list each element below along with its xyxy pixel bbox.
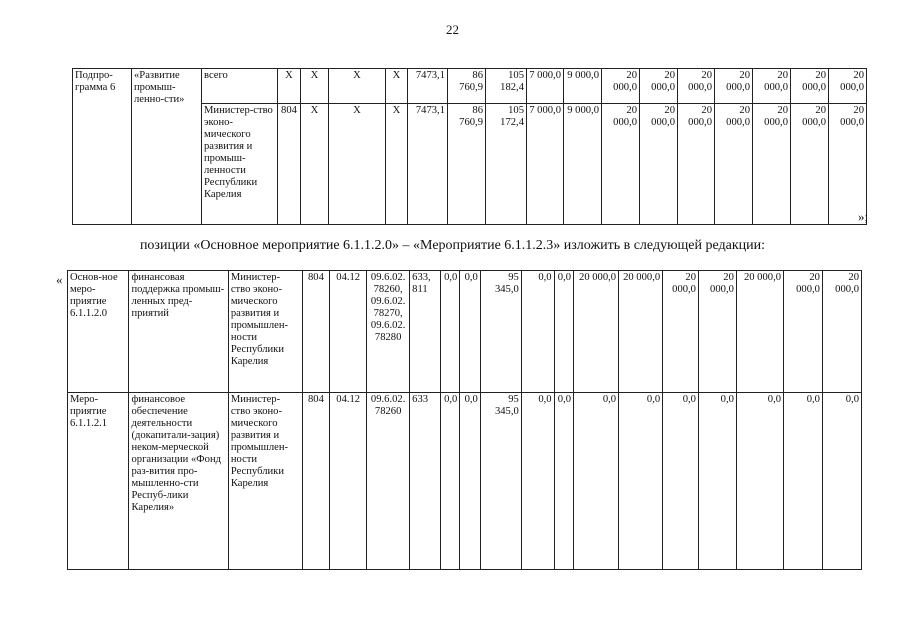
- value-cell: 0,0: [822, 393, 861, 570]
- value-cell: 20 000,0: [678, 69, 715, 104]
- value-cell: 95 345,0: [480, 271, 521, 393]
- value-cell: 0,0: [521, 393, 554, 570]
- value-cell: 20 000,0: [822, 271, 861, 393]
- table-row: [68, 271, 862, 393]
- value-cell: 20 000,0: [640, 69, 678, 104]
- opening-quote: «: [56, 272, 63, 287]
- closing-quote: »;: [858, 209, 869, 224]
- value-cell: 0,0: [619, 393, 663, 570]
- value-cell: 7 000,0: [527, 104, 564, 225]
- value-cell: 0,0: [554, 271, 573, 393]
- value-cell: 0,0: [698, 393, 736, 570]
- value-cell: 20 000,0: [736, 271, 783, 393]
- value-cell: 95 345,0: [480, 393, 521, 570]
- value-cell: 20 000,0: [829, 104, 867, 225]
- instruction-text: позиции «Основное мероприятие 6.1.1.2.0» – «Мероприятие 6.1.1.2.3» изложить в следующей редакции:: [139, 238, 766, 253]
- vr-cell: 633, 811: [410, 271, 441, 393]
- vr-cell: Х: [386, 69, 408, 104]
- csr-cell: Х: [329, 104, 386, 225]
- value-cell: 9 000,0: [564, 69, 602, 104]
- value-cell: 105 172,4: [486, 104, 527, 225]
- rz-cell: 04.12: [330, 271, 367, 393]
- value-cell: 7 000,0: [527, 69, 564, 104]
- vr-cell: 633: [410, 393, 441, 570]
- value-cell: 20 000,0: [791, 69, 829, 104]
- value-cell: 20 000,0: [715, 104, 753, 225]
- value-cell: 20 000,0: [640, 104, 678, 225]
- value-cell: 0,0: [440, 393, 459, 570]
- value-cell: 0,0: [521, 271, 554, 393]
- grbs-cell: 804: [302, 271, 330, 393]
- value-cell: 0,0: [574, 393, 619, 570]
- value-cell: 20 000,0: [698, 271, 736, 393]
- value-cell: 7473,1: [408, 104, 448, 225]
- csr-cell: Х: [329, 69, 386, 104]
- csr-cell: 09.6.02. 78260: [367, 393, 410, 570]
- value-cell: 7473,1: [408, 69, 448, 104]
- value-cell: 105 182,4: [486, 69, 527, 104]
- value-cell: 0,0: [460, 393, 480, 570]
- value-cell: 20 000,0: [753, 69, 791, 104]
- value-cell: 20 000,0: [829, 69, 867, 104]
- grbs-cell: 804: [278, 104, 301, 225]
- rz-cell: 04.12: [330, 393, 367, 570]
- program-name-cell: «Развитие промыш-ленно-сти»: [132, 69, 202, 225]
- value-cell: 0,0: [460, 271, 480, 393]
- csr-cell: 09.6.02. 78260, 09.6.02. 78270, 09.6.02. 78280: [367, 271, 410, 393]
- value-cell: 20 000,0: [715, 69, 753, 104]
- value-cell: 0,0: [440, 271, 459, 393]
- value-cell: 20 000,0: [663, 271, 699, 393]
- table-row: [73, 69, 867, 104]
- measure-name-cell: финансовая поддержка промыш-ленных пред-приятий: [129, 271, 228, 393]
- grbs-cell: Х: [278, 69, 301, 104]
- status-cell: Основ-ное меро-приятие 6.1.1.2.0: [68, 271, 129, 393]
- value-cell: 0,0: [736, 393, 783, 570]
- executor-cell: Министер-ство эконо-мического развития и промышлен-ности Республики Карелия: [228, 393, 302, 570]
- table-row: [68, 393, 862, 570]
- value-cell: 20 000,0: [678, 104, 715, 225]
- value-cell: 0,0: [663, 393, 699, 570]
- value-cell: 20 000,0: [791, 104, 829, 225]
- value-cell: 86 760,9: [448, 104, 486, 225]
- grbs-cell: 804: [302, 393, 330, 570]
- status-cell: Меро-приятие 6.1.1.2.1: [68, 393, 129, 570]
- value-cell: 20 000,0: [753, 104, 791, 225]
- value-cell: 0,0: [554, 393, 573, 570]
- executor-cell: Министер-ство эконо-мического развития и промыш-ленности Республики Карелия: [202, 104, 278, 225]
- rz-cell: Х: [301, 69, 329, 104]
- value-cell: 20 000,0: [574, 271, 619, 393]
- value-cell: 20 000,0: [602, 104, 640, 225]
- executor-cell: всего: [202, 69, 278, 104]
- measure-name-cell: финансовое обеспечение деятельности (докапитали-зация) неком-мерческой организации «Фонд раз-вития про-мышленно-сти Респуб-лики Карелия»: [129, 393, 228, 570]
- value-cell: 20 000,0: [784, 271, 823, 393]
- status-cell: Подпро-грамма 6: [73, 69, 132, 225]
- rz-cell: Х: [301, 104, 329, 225]
- table-subprogram-6: [72, 68, 867, 225]
- value-cell: 86 760,9: [448, 69, 486, 104]
- value-cell: 20 000,0: [602, 69, 640, 104]
- value-cell: 9 000,0: [564, 104, 602, 225]
- table-measures-6-1-1-2: [67, 270, 862, 570]
- value-cell: 0,0: [784, 393, 823, 570]
- page-number: 22: [446, 22, 459, 37]
- executor-cell: Министер-ство эконо-мического развития и промышлен-ности Республики Карелия: [228, 271, 302, 393]
- value-cell: 20 000,0: [619, 271, 663, 393]
- vr-cell: Х: [386, 104, 408, 225]
